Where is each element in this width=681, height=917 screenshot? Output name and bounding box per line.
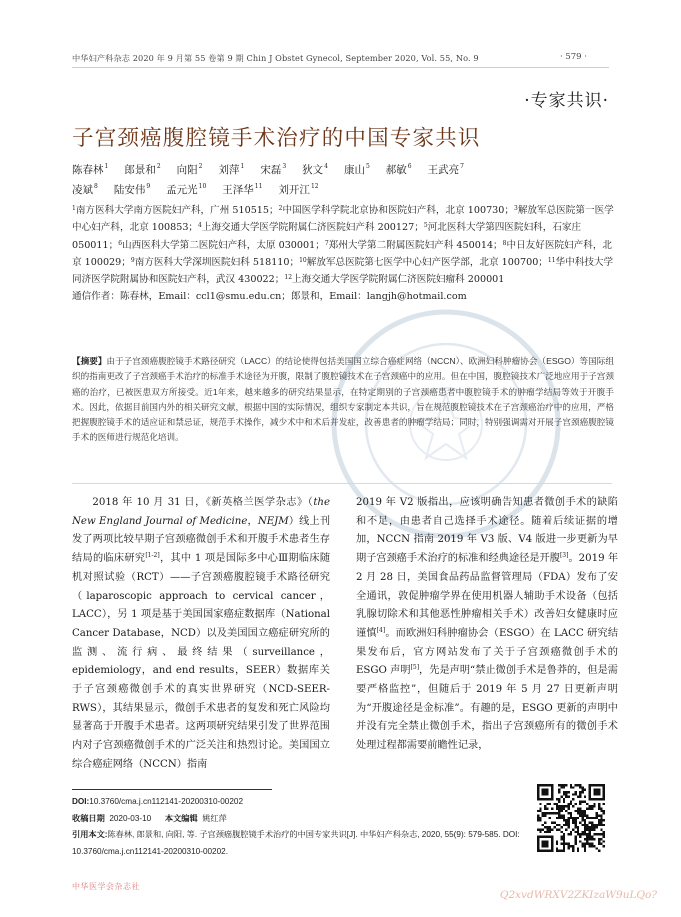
affiliation-mark: 2 — [278, 205, 283, 212]
affiliation-mark: 4 — [324, 163, 328, 170]
received-date: 2020-03-10 — [109, 813, 152, 823]
affiliation-entry: 上海交通大学医学院附属仁济医院妇瘤科 200001 — [292, 274, 505, 286]
affiliation-mark: 1 — [240, 163, 245, 170]
affiliation-entry: 南方医科大学深圳医院妇科 518110； — [134, 256, 300, 268]
affiliation-mark: 12 — [310, 183, 319, 190]
author-name: 康山$^5$ — [343, 163, 370, 176]
author-name: 狄文$^4$ — [302, 163, 328, 176]
citation-text: 陈春林, 郎景和, 向阳, 等. 子宫颈癌腹腔镜手术治疗的中国专家共识[J]. 中华妇产科杂志, 2020, 55(9): 579-585. DOI: 10.3760/cma.j.cn112141-20200310-00202. — [72, 830, 520, 856]
affiliation-mark: 9 — [130, 256, 135, 264]
affiliation-list — [72, 205, 614, 285]
footer-rule — [72, 789, 272, 790]
author-name: 郝敏$^6$ — [385, 163, 412, 176]
affiliation-mark: 6 — [118, 239, 123, 247]
affiliation-mark: 9 — [146, 183, 151, 190]
affiliation-entry: 华中科技大学同济医学院附属协和医院妇产科，武汉 430022； — [72, 256, 614, 286]
author-name: 刘萍$^1$ — [218, 163, 245, 176]
affiliation-entry: 山西医科大学第二医院妇产科，太原 030001； — [122, 239, 325, 251]
affiliation-mark: 1 — [72, 205, 76, 212]
author-name: 刘开江$^{12}$ — [278, 183, 319, 196]
abstract-text: 由于子宫颈癌腹腔镜手术路径研究（LACC）的结论使得包括美国国立综合癌症网络（NCCN）、欧洲妇科肿瘤协会（ESGO）等国际组织的指南更改了子宫颈癌手术治疗的标准手术途径为开腹，限制了腹腔镜技术在子宫颈癌中的应用。但在中国，腹腔镜技术广泛地应用于子宫颈癌的治疗，已被医患双方所接受。近1年来，越来越多的研究结果显示，在特定期别的子宫颈癌患者中腹腔镜手术的肿瘤学结局等效于开腹手术。因此，依据目前国内外的相关研究文献，根据中国的实际情况，组织专家制定本共识，旨在规范腹腔镜技术在子宫颈癌治疗中的应用，严格把握腹腔镜手术的适应证和禁忌证，规范手术操作，减少术中和术后并发症，改善患者的肿瘤学结局；同时，特别强调需对开展子宫颈癌腹腔镜手术的医师进行规范化培训。 — [72, 356, 614, 443]
article-footer — [72, 794, 527, 860]
affiliation-mark: 5 — [423, 222, 428, 230]
affiliation-entry: 郑州大学第二附属医院妇产科 450014； — [328, 239, 503, 251]
author-name: 陈春林$^1$ — [72, 163, 109, 176]
corresponding-author: 通信作者：陈春林，Email：ccl1@smu.edu.cn；郎景和，Email：langjh@hotmail.com — [72, 291, 467, 303]
publisher-logo: 中华医学会杂志社 — [72, 882, 140, 891]
affiliation-entry: 上海交通大学医学院附属仁济医院妇产科 200127； — [201, 222, 424, 234]
affiliation-entry: 南方医科大学南方医院妇产科，广州 510515； — [75, 205, 279, 216]
affiliation-mark: 10 — [198, 183, 207, 190]
received-label: 收稿日期 — [72, 813, 105, 823]
abstract-divider — [72, 483, 612, 484]
body-column-left: 2018 年 10 月 31 日，《新英格兰医学杂志》（the New England Journal of Medicine，NEJM）线上刊发了两项比较早期子宫颈癌微创手术和开腹手术患者生存结局的临床研究[1-2]，其中 1 项是国际多中心Ⅲ期临床随机对照试验（RCT）——子宫颈癌腹腔镜手术路径研究（laparoscopic approach to cervical cancer，LACC），另 1 项是基于美国国家癌症数据库（National Cancer Database，NCD）以及美国国立癌症研究所的监测、流行病、最终结果（surveillance，epidemiology，and end results，SEER）数据库关于子宫颈癌微创手术的真实世界研究（NCD-SEER-RWS），其结果显示，微创手术患者的复发和死亡风险均显著高于开腹手术患者。这两项研究结果引发了世界范围内对子宫颈癌微创手术的广泛关注和热烈讨论。美国国立综合癌症网络（NCCN）指南 — [72, 497, 331, 770]
affiliation-mark: 7 — [324, 239, 329, 247]
author-name: 宋磊$^3$ — [260, 163, 287, 176]
affiliation-mark: 7 — [460, 163, 464, 170]
section-tag: ·专家共识· — [524, 91, 609, 111]
affiliation-entry: 解放军总医院第七医学中心妇产医学部，北京 100700； — [306, 256, 548, 268]
article-title: 子宫颈癌腹腔镜手术治疗的中国专家共识 — [72, 126, 481, 151]
doi-label: DOI: — [72, 797, 90, 806]
author-name: 郎景和$^2$ — [124, 163, 161, 176]
affiliation-mark: 10 — [299, 256, 307, 264]
running-head: 中华妇产科杂志 2020 年 9 月第 55 卷第 9 期 Chin J Obstet Gynecol, September 2020, Vol. 55, No. 9 — [72, 53, 479, 63]
affiliations — [72, 202, 617, 306]
affiliation-mark: 6 — [407, 163, 412, 170]
affiliation-mark: 4 — [198, 222, 202, 230]
citation-label: 引用本文: — [72, 830, 108, 839]
affiliation-entry: 河北医科大学第四医院妇科，石家庄 050011； — [72, 222, 582, 251]
affiliation-entry: 中日友好医院妇产科，北京 100029； — [72, 239, 613, 268]
qr-code-icon[interactable] — [537, 784, 605, 852]
affiliation-mark: 11 — [547, 256, 556, 264]
affiliation-entry: 解放军总医院第一医学中心妇产科，北京 100853； — [72, 205, 614, 234]
body-column-right: 2019 年 V2 版指出，应该明确告知患者微创手术的缺陷和不足，由患者自己选择手术途径。随着后续证据的增加，NCCN 指南 2019 年 V3 版、V4 版进一步更新为早期子宫颈癌手术治疗的标准和经典途径是开腹[3]。2019 年 2 月 28 日，美国食品药品监督管理局（FDA）发布了安全通讯，敦促肿瘤学界在使用机器人辅助手术设备（包括乳腺切除术和其他恶性肿瘤相关手术）改善妇女健康时应谨慎[4]。而欧洲妇科肿瘤协会（ESGO）在 LACC 研究结果发布后，官方网站发布了关于子宫颈癌微创手术的 ESGO 声明[5]，先是声明“禁止微创手术是鲁莽的，但是需要严格监控”，但随后于 2019 年 5 月 27 日更新声明为“开腹途径是金标准”。有趣的是，ESGO 更新的声明中并没有完全禁止微创手术，指出子宫颈癌所有的微创手术处理过程都需要前瞻性记录， — [356, 497, 619, 752]
citation-line — [72, 827, 527, 860]
author-row — [72, 160, 612, 180]
abstract-label: 【摘要】 — [72, 356, 107, 366]
doi-line — [72, 794, 527, 811]
author-row — [72, 180, 612, 200]
author-name: 陆安伟$^9$ — [113, 183, 151, 196]
author-name: 王武亮$^7$ — [427, 163, 464, 176]
author-name: 凌斌$^8$ — [72, 183, 98, 196]
affiliation-mark: 3 — [514, 205, 518, 212]
affiliation-mark: 12 — [284, 274, 293, 282]
author-name: 王泽华$^{11}$ — [222, 183, 263, 196]
header-rule — [72, 67, 609, 68]
editor-label: 本文编辑 — [164, 813, 198, 823]
affiliation-entry: 中国医学科学院北京协和医院妇产科，北京 100730； — [282, 205, 514, 216]
author-name: 向阳$^2$ — [176, 163, 203, 176]
editor-name: 姚红萍 — [202, 813, 227, 823]
affiliation-mark: 2 — [198, 163, 203, 170]
affiliation-mark: 1 — [104, 163, 109, 170]
affiliation-mark: 8 — [502, 239, 507, 247]
affiliation-mark: 2 — [156, 163, 161, 170]
affiliation-mark: 3 — [282, 163, 287, 170]
doi-value[interactable]: 10.3760/cma.j.cn112141-20200310-00202 — [89, 797, 244, 806]
affiliation-mark: 11 — [254, 183, 263, 190]
author-list — [72, 160, 612, 200]
page-number: · 579 · — [559, 52, 587, 62]
abstract — [72, 354, 614, 446]
received-line — [72, 811, 527, 828]
affiliation-mark: 5 — [365, 163, 370, 170]
author-name: 孟元光$^{10}$ — [166, 183, 207, 196]
affiliation-mark: 8 — [94, 183, 98, 190]
bottom-watermark: Q2xvdWRXV2ZKIzaW9uLQo? — [499, 889, 657, 901]
